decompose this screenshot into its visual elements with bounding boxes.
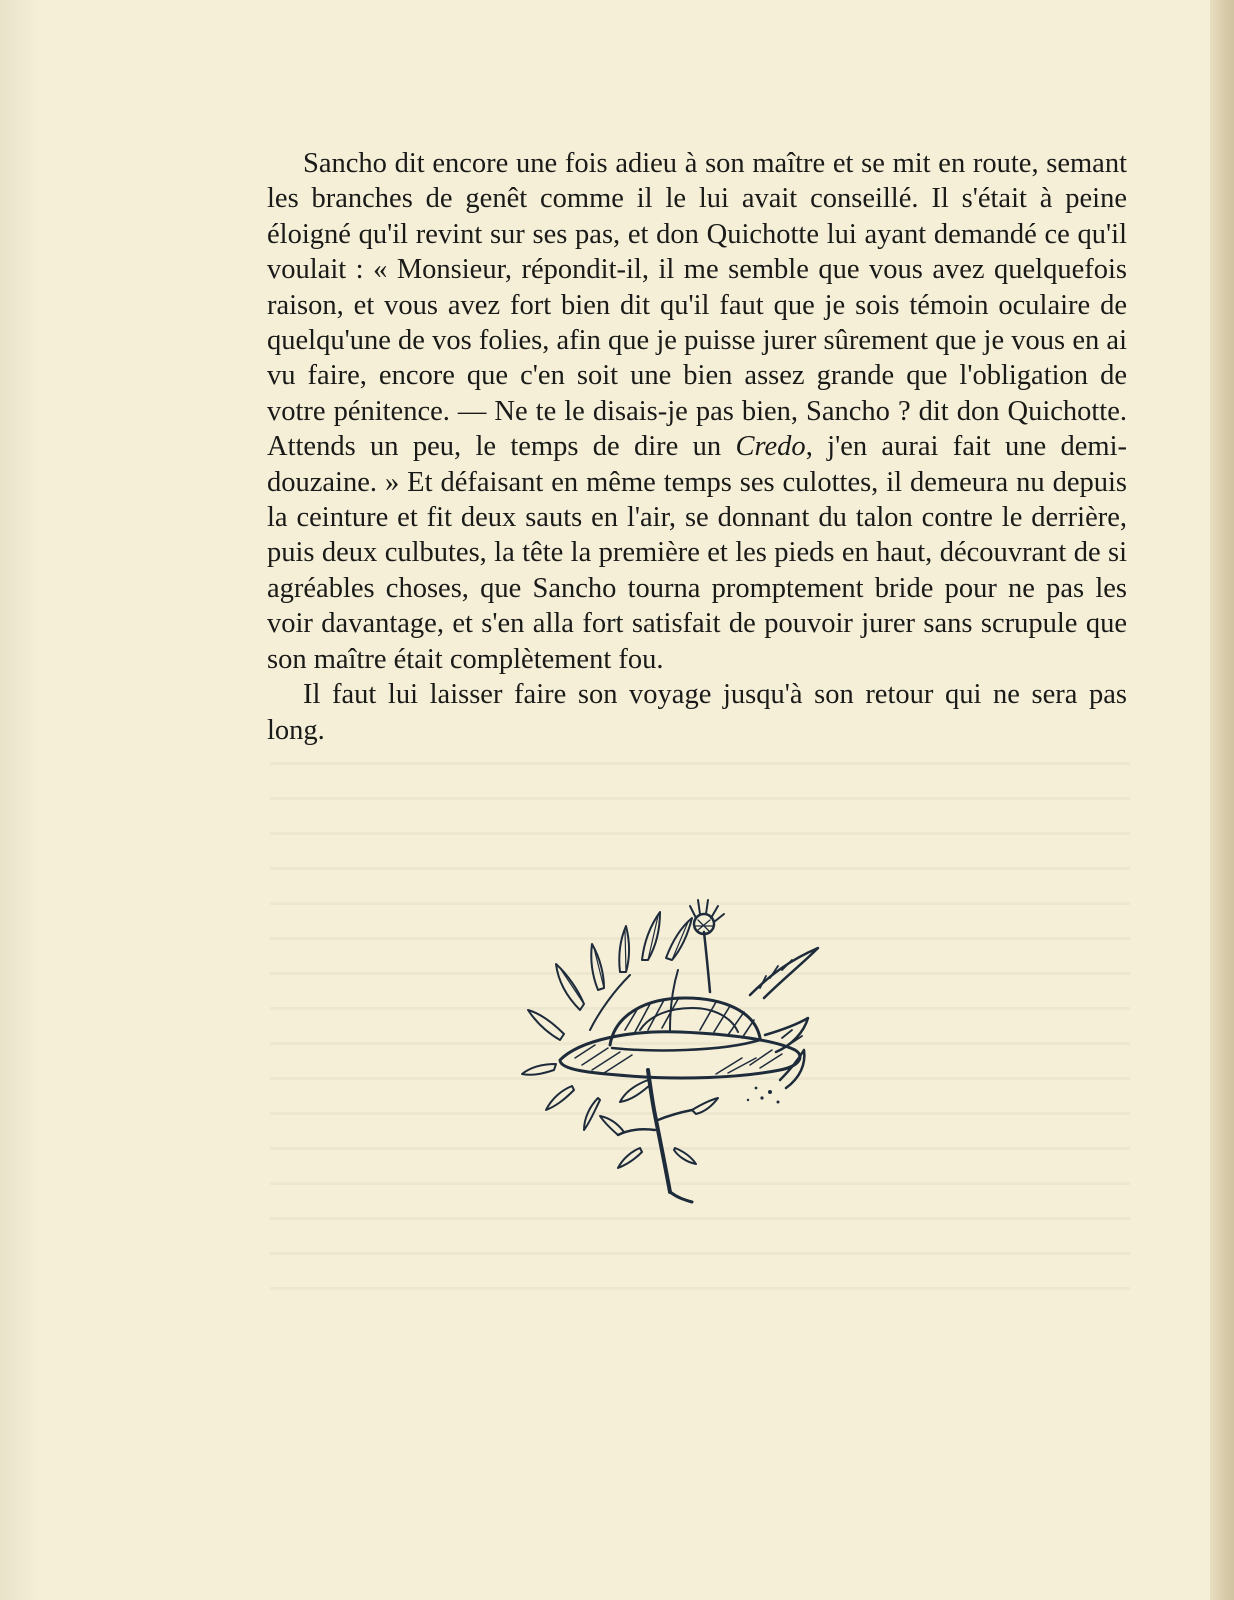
body-text — [267, 146, 1127, 748]
paragraph-1 — [267, 146, 1127, 677]
paragraph-1-text: Sancho dit encore une fois adieu à son maître et se mit en route, semant les branches de genêt comme il le lui avait conseillé. Il s'était à peine éloigné qu'il revint sur ses pas, et don Quichotte lui ayant demandé ce qu'il voulait : « Monsieur, répondit-il, il me semble que vous avez quelquefois raison, et vous avez fort bien dit qu'il faut que je sois témoin oculaire de quelqu'une de vos folies, afin que je puisse jurer sûrement que je vous en ai vu faire, encore que c'en soit une bien assez grande que l'obligation de votre pénitence. — Ne te le disais-je pas bien, Sancho ? dit don Quichotte. Attends un peu, le temps de dire un — [267, 148, 1127, 463]
page-gutter-shade — [0, 0, 40, 1600]
paragraph-1-text-end: , j'en aurai fait une demi-douzaine. » Et défaisant en même temps ses culottes, il demeura nu depuis la ceinture et fit deux sauts en l'air, se donnant du talon contre le derrière, puis deux culbutes, la tête la première et les pieds en haut, découvrant de si agréables choses, que Sancho tourna promptement bride pour ne pas les voir davantage, et s'en alla fort satisfait de pouvoir jurer sans scrupule que son maître était complètement fou. — [267, 431, 1128, 675]
italic-word-credo: Credo — [735, 431, 806, 463]
page-edge — [1210, 0, 1234, 1600]
vignette-illustration — [520, 880, 830, 1220]
paragraph-2: Il faut lui laisser faire son voyage jusqu'à son retour qui ne sera pas long. — [267, 679, 1127, 746]
